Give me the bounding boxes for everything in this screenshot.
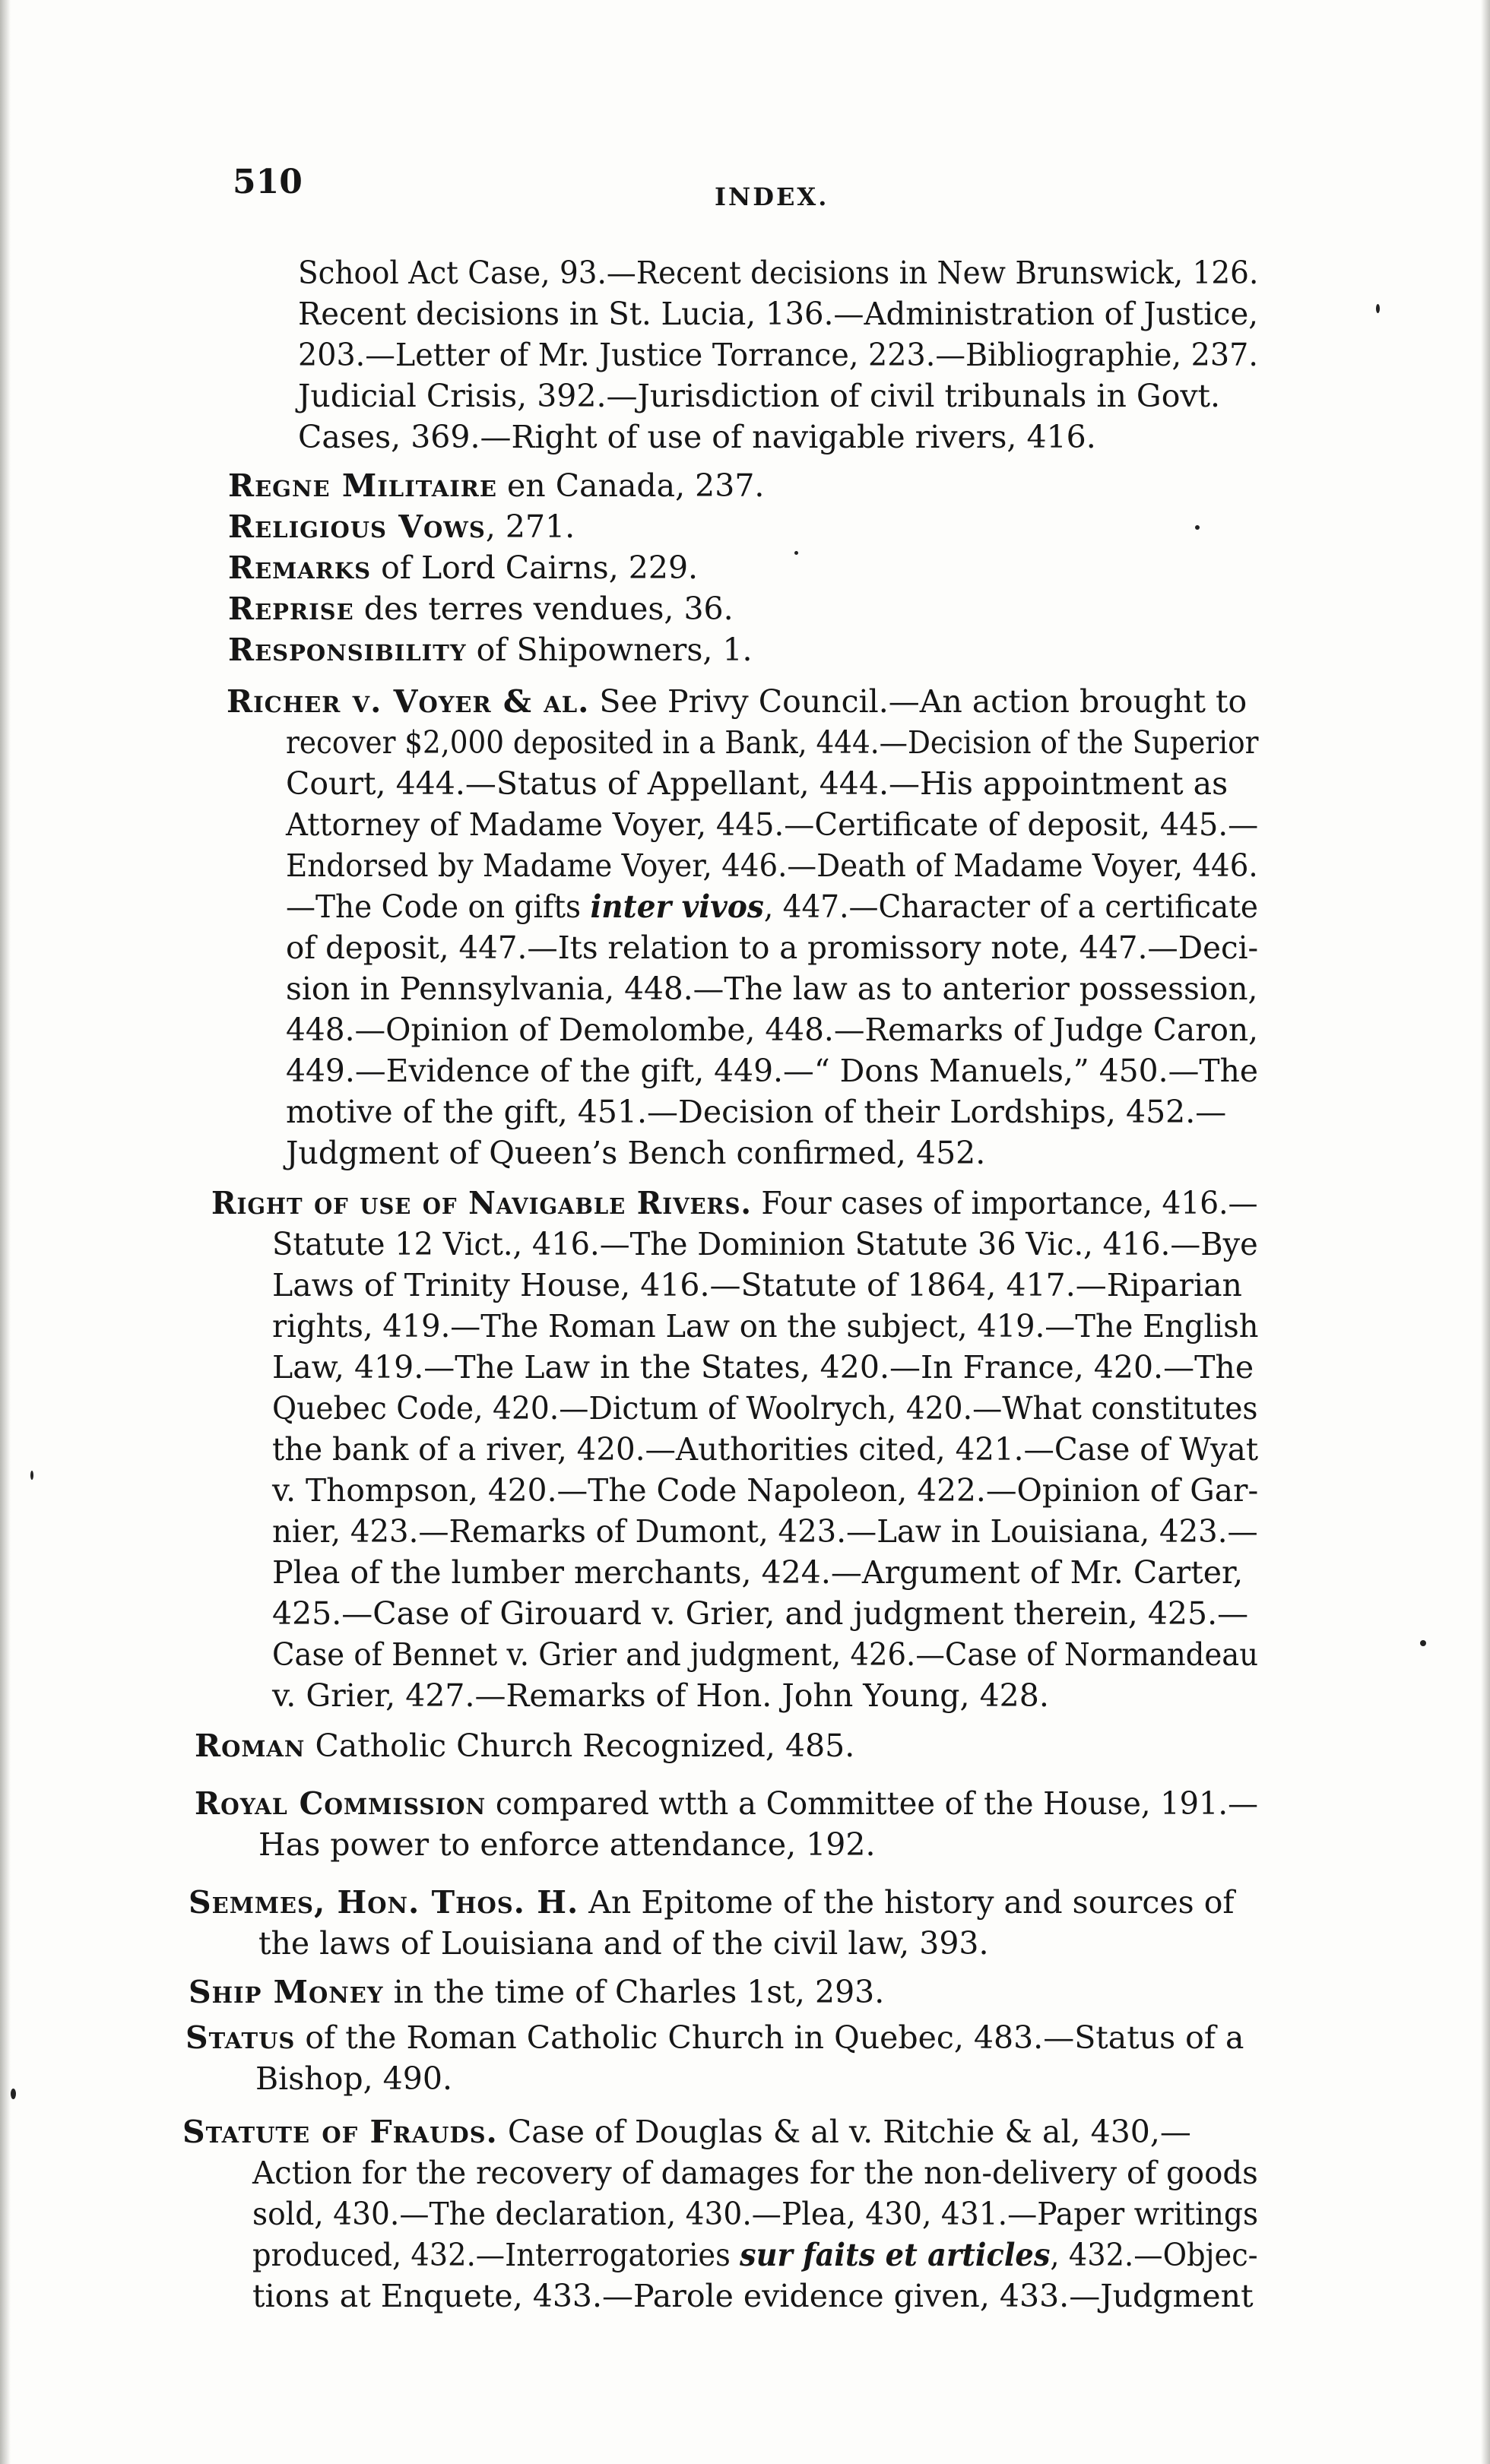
index-line-text: sion in Pennsylvania, 448.—The law as to anterior possession,: [286, 971, 1258, 1007]
index-line: [272, 1224, 1258, 1265]
index-line: [298, 375, 1220, 416]
index-line-text: Statute 12 Vict., 416.—The Dominion Statute 36 Vic., 416.—Bye: [272, 1226, 1258, 1262]
index-entry: [185, 2017, 1244, 2058]
index-line-text: nier, 423.—Remarks of Dumont, 423.—Law in Louisiana, 423.—: [272, 1513, 1258, 1550]
index-line: [298, 293, 1258, 334]
entry-text: Case of Douglas & al v. Ritchie & al, 430,—: [497, 2114, 1191, 2150]
entry-text: See Privy Council.—An action brought to: [589, 683, 1247, 720]
index-entry: [228, 547, 698, 588]
index-line: [272, 1347, 1254, 1388]
index-line: [272, 1265, 1242, 1306]
italic-phrase: sur faits et articles: [740, 2237, 1051, 2273]
index-line: [286, 968, 1257, 1009]
index-line: [286, 804, 1258, 845]
index-line-text: Action for the recovery of damages for the non-delivery of goods: [252, 2155, 1258, 2191]
index-line-text: produced, 432.—Interrogatories: [252, 2237, 740, 2273]
index-line: [286, 1132, 985, 1173]
entry-heading: Semmes, Hon. Thos. H.: [189, 1884, 579, 1921]
index-line-text: 448.—Opinion of Demolombe, 448.—Remarks of Judge Caron,: [286, 1012, 1259, 1048]
index-entry: [189, 1972, 884, 2013]
entry-text: of Lord Cairns, 229.: [371, 549, 699, 586]
entry-text: des terres vendues, 36.: [353, 591, 734, 627]
index-line-text: , 432.—Objec-: [1050, 2237, 1258, 2273]
index-line: [286, 722, 1258, 763]
index-line-text: Judgment of Queen’s Bench confirmed, 452.: [286, 1135, 986, 1171]
index-line-text: Plea of the lumber merchants, 424.—Argument of Mr. Carter,: [272, 1554, 1244, 1591]
index-line-text: Court, 444.—Status of Appellant, 444.—His appointment as: [286, 765, 1228, 802]
index-entry: [195, 1725, 854, 1766]
index-line: [286, 1009, 1258, 1050]
entry-text: Catholic Church Recognized, 485.: [305, 1728, 855, 1764]
page-edge-shadow-left: [0, 0, 11, 2464]
index-line-text: 449.—Evidence of the gift, 449.—“ Dons Manuels,” 450.—The: [286, 1053, 1259, 1089]
index-line: [272, 1388, 1258, 1429]
index-entry: [195, 1783, 1258, 1824]
index-line-text: Attorney of Madame Voyer, 445.—Certificate of deposit, 445.—: [286, 806, 1259, 843]
entry-text: of the Roman Catholic Church in Quebec, 483.—Status of a: [295, 2019, 1244, 2056]
index-line-text: tions at Enquete, 433.—Parole evidence given, 433.—Judgment: [252, 2278, 1254, 2314]
index-entry: [182, 2111, 1191, 2152]
index-entry: [228, 506, 575, 547]
index-entry: [228, 465, 764, 506]
index-line-text: v. Grier, 427.—Remarks of Hon. John Young, 428.: [272, 1677, 1049, 1714]
index-line: [255, 2058, 452, 2099]
index-line: [272, 1511, 1258, 1552]
index-line-text: Laws of Trinity House, 416.—Statute of 1864, 417.—Riparian: [272, 1267, 1242, 1303]
index-line: [272, 1306, 1258, 1347]
index-line-text: the bank of a river, 420.—Authorities cited, 421.—Case of Wyat: [272, 1431, 1259, 1468]
index-line: [252, 2234, 1258, 2276]
entry-text: of Shipowners, 1.: [466, 632, 753, 668]
index-line: [286, 763, 1228, 804]
index-entry: [227, 681, 1247, 722]
index-line-text: Has power to enforce attendance, 192.: [258, 1826, 876, 1863]
ink-speck: [794, 551, 798, 555]
index-line: [286, 845, 1258, 886]
entry-text: An Epitome of the history and sources of: [579, 1884, 1235, 1921]
index-line-text: 425.—Case of Girouard v. Grier, and judgment therein, 425.—: [272, 1595, 1249, 1632]
entry-heading: Richer v. Voyer & al.: [227, 683, 590, 720]
index-line: [298, 252, 1258, 293]
index-line: [252, 2152, 1258, 2193]
entry-text: Four cases of importance, 416.—: [751, 1185, 1258, 1221]
index-entry: [228, 629, 753, 670]
index-line-text: Law, 419.—The Law in the States, 420.—In France, 420.—The: [272, 1349, 1254, 1386]
entry-heading: Religious Vows: [228, 508, 486, 545]
ink-speck: [11, 2089, 16, 2099]
italic-phrase: inter vivos: [590, 888, 764, 925]
index-entry: [211, 1183, 1258, 1224]
entry-heading: Ship Money: [189, 1974, 384, 2010]
index-line: [272, 1470, 1258, 1511]
index-line: [298, 334, 1258, 375]
index-line: [286, 1091, 1226, 1132]
index-line-text: Recent decisions in St. Lucia, 136.—Administration of Justice,: [298, 296, 1259, 332]
index-line-text: Endorsed by Madame Voyer, 446.—Death of Madame Voyer, 446.: [286, 847, 1258, 884]
index-line-text: Cases, 369.—Right of use of navigable rivers, 416.: [298, 419, 1096, 455]
index-line-text: Bishop, 490.: [255, 2060, 452, 2097]
entry-text: compared wtth a Committee of the House, 191.—: [486, 1785, 1259, 1822]
index-entry: [189, 1882, 1235, 1923]
index-line-text: Case of Bennet v. Grier and judgment, 426.—Case of Normandeau: [272, 1636, 1259, 1673]
index-line: [286, 927, 1258, 968]
index-line: [252, 2276, 1254, 2317]
index-line-text: , 447.—Character of a certificate: [763, 888, 1258, 925]
entry-heading: Statute of Frauds.: [182, 2114, 498, 2150]
index-line-text: School Act Case, 93.—Recent decisions in New Brunswick, 126.: [298, 255, 1259, 291]
entry-heading: Reprise: [228, 591, 354, 627]
index-line-text: 203.—Letter of Mr. Justice Torrance, 223.—Bibliographie, 237.: [298, 337, 1258, 373]
index-line-text: the laws of Louisiana and of the civil law, 393.: [258, 1925, 989, 1962]
index-line: [286, 1050, 1258, 1091]
index-entry: [228, 588, 734, 629]
entry-heading: Responsibility: [228, 632, 467, 668]
entry-heading: Right of use of Navigable Rivers.: [211, 1185, 752, 1221]
running-head: INDEX.: [715, 182, 829, 211]
index-line: [258, 1923, 989, 1964]
entry-heading: Royal Commission: [195, 1785, 487, 1822]
index-line-text: —The Code on gifts: [286, 888, 591, 925]
index-line-text: of deposit, 447.—Its relation to a promissory note, 447.—Deci-: [286, 930, 1259, 966]
index-line: [272, 1675, 1049, 1716]
index-line: [272, 1552, 1243, 1593]
entry-text: , 271.: [485, 508, 575, 545]
entry-heading: Remarks: [228, 549, 372, 586]
index-line: [286, 886, 1258, 927]
index-line: [258, 1824, 876, 1865]
ink-speck: [1376, 304, 1380, 313]
entry-heading: Roman: [195, 1728, 306, 1764]
index-line: [272, 1593, 1248, 1634]
page-edge-shadow-right: [1481, 0, 1490, 2464]
index-line: [298, 416, 1096, 458]
index-line: [252, 2193, 1258, 2234]
entry-text: in the time of Charles 1st, 293.: [383, 1974, 885, 2010]
entry-heading: Status: [185, 2019, 296, 2056]
index-line-text: Judicial Crisis, 392.—Jurisdiction of civil tribunals in Govt.: [298, 378, 1221, 414]
ink-speck: [1420, 1640, 1426, 1646]
index-line-text: sold, 430.—The declaration, 430.—Plea, 430, 431.—Paper writings: [252, 2196, 1259, 2232]
entry-text: en Canada, 237.: [497, 467, 765, 504]
index-line-text: recover $2,000 deposited in a Bank, 444.—Decision of the Superior: [286, 724, 1259, 761]
index-line: [272, 1429, 1258, 1470]
index-line-text: rights, 419.—The Roman Law on the subject, 419.—The English: [272, 1308, 1259, 1344]
index-line-text: v. Thompson, 420.—The Code Napoleon, 422.—Opinion of Gar-: [272, 1472, 1259, 1509]
entry-heading: Regne Militaire: [228, 467, 497, 504]
page-number: 510: [233, 163, 303, 201]
index-line-text: Quebec Code, 420.—Dictum of Woolrych, 420.—What constitutes: [272, 1390, 1258, 1427]
ink-speck: [1195, 525, 1200, 530]
index-line-text: motive of the gift, 451.—Decision of their Lordships, 452.—: [286, 1094, 1227, 1130]
index-line: [272, 1634, 1258, 1675]
ink-speck: [30, 1471, 33, 1480]
